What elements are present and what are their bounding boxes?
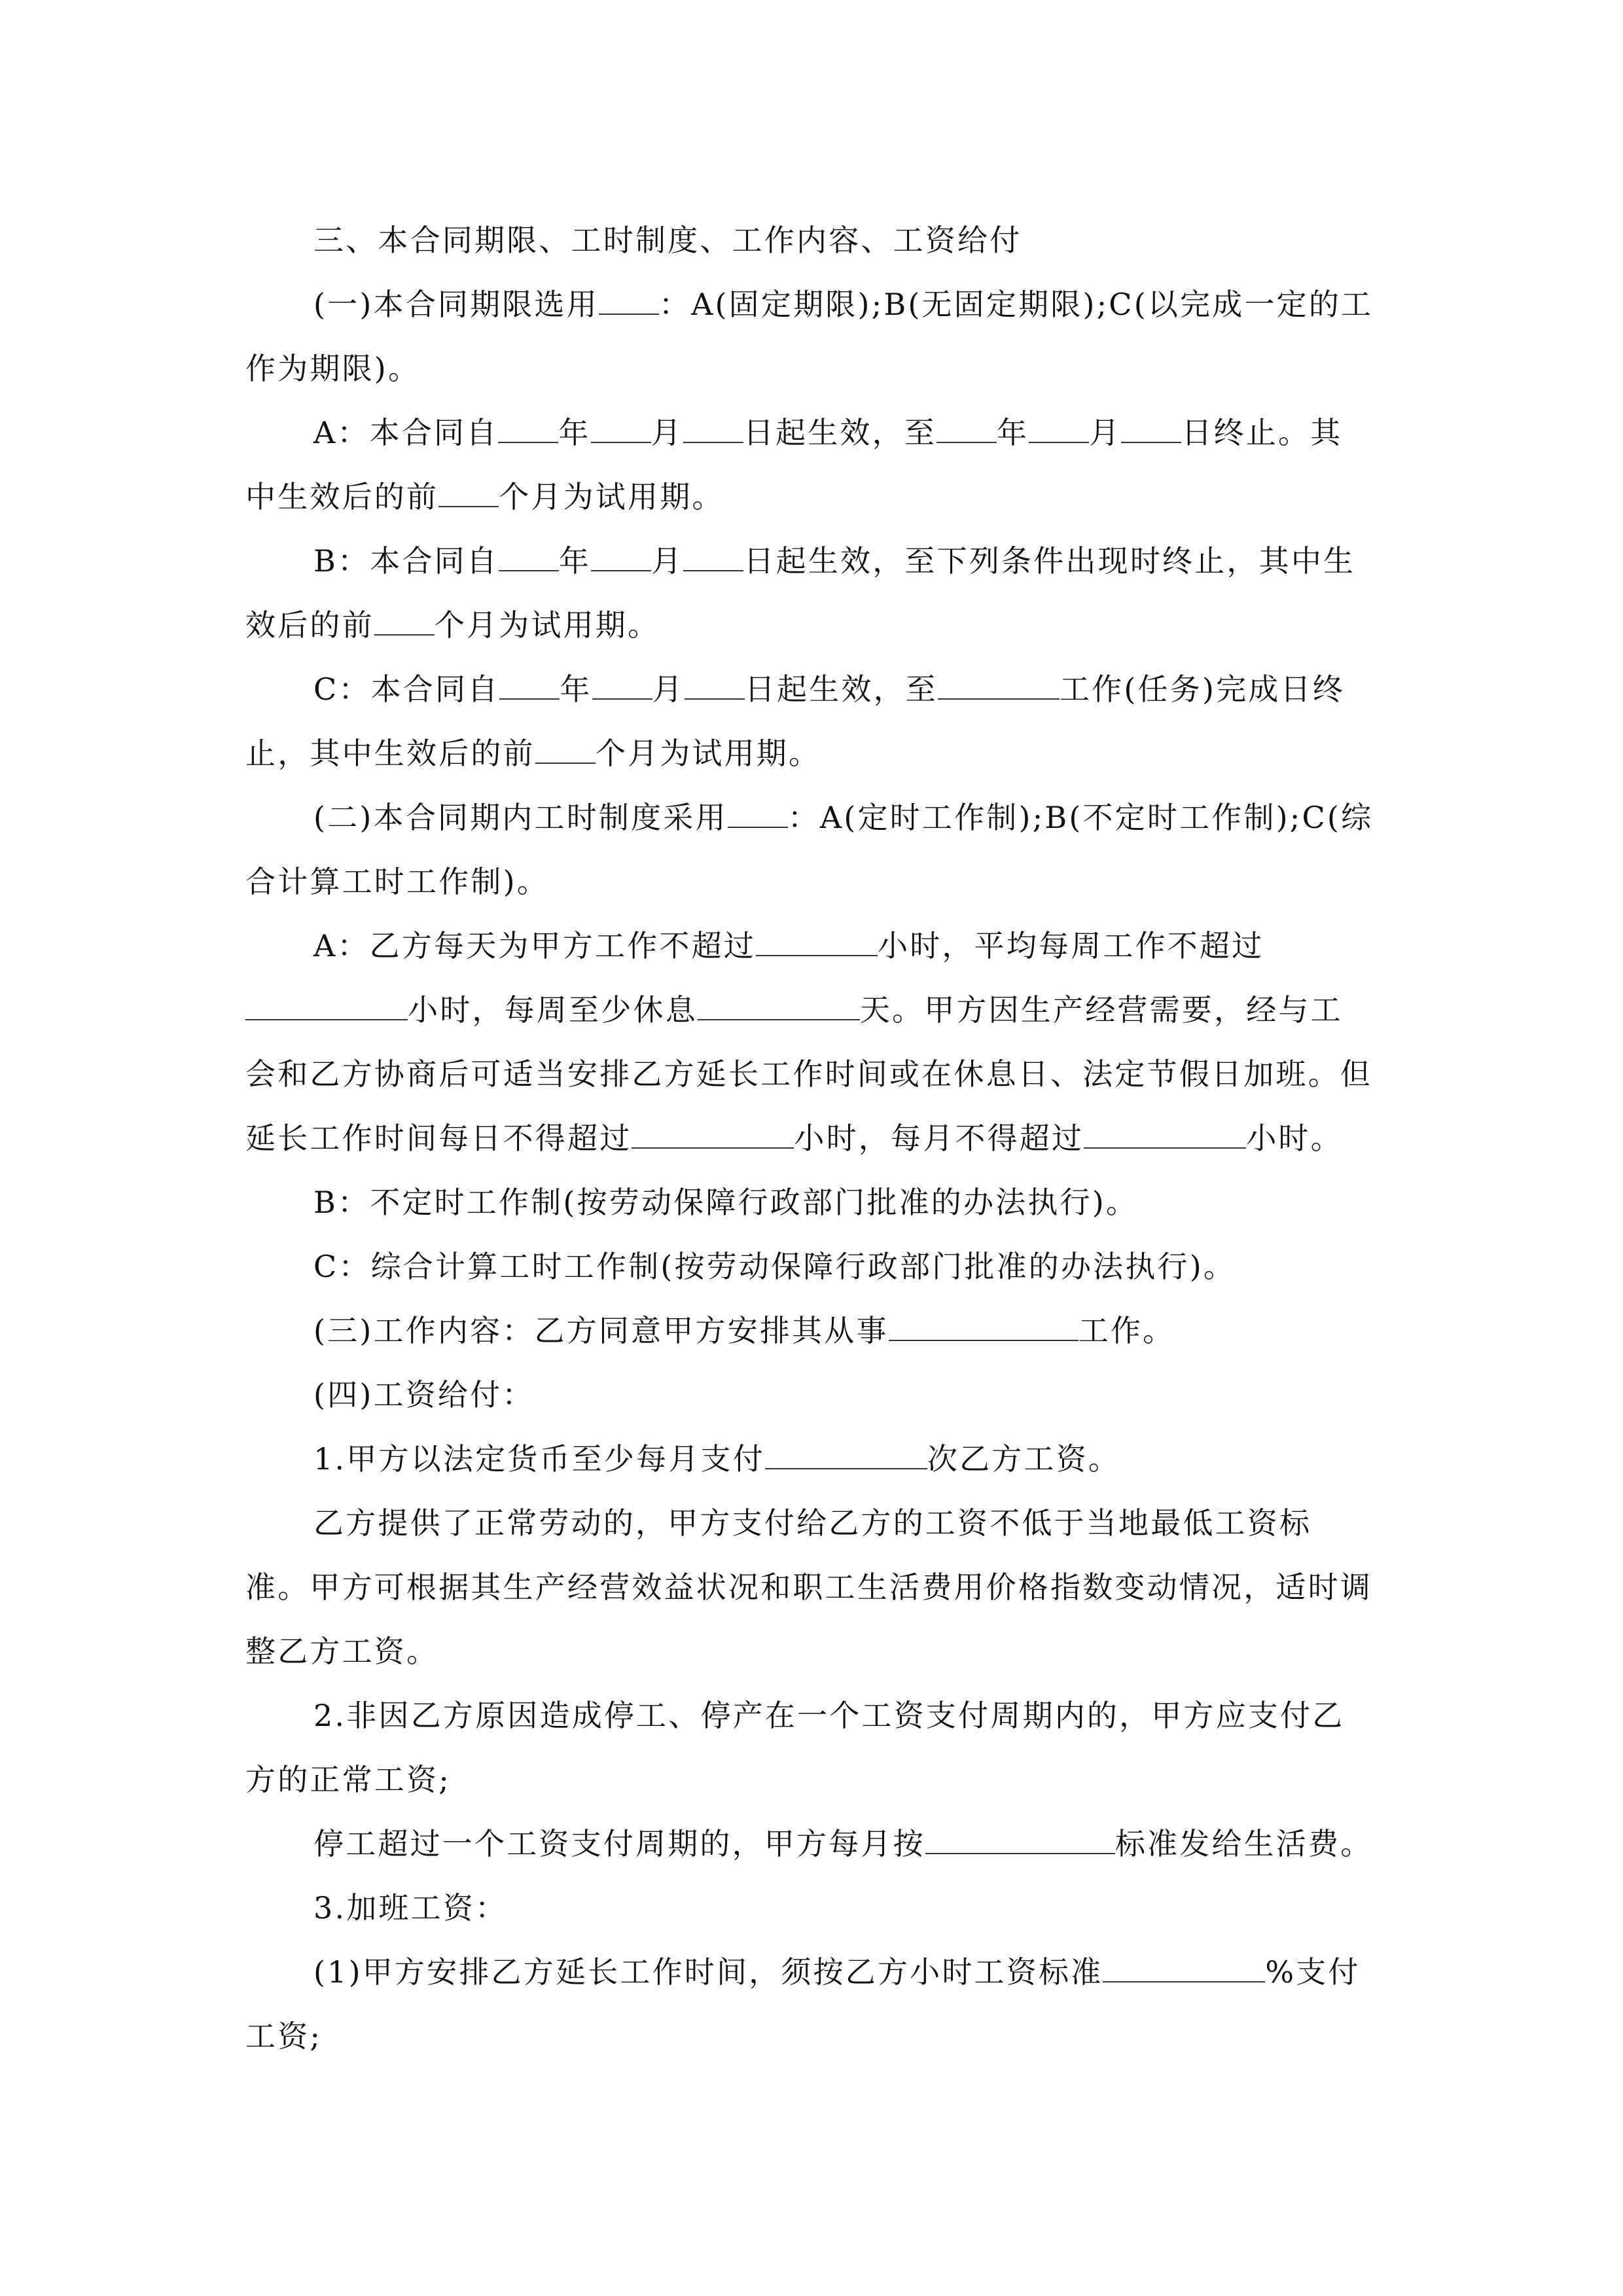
term-options-text: ：A(固定期限);B(无固定期限);C(以完成一定的工作为期限)。 — [245, 287, 1374, 386]
term-b-text: B：本合同自 — [313, 543, 499, 579]
living-allowance-blank — [925, 1827, 1115, 1854]
month-label: 月 — [652, 672, 685, 707]
term-a-end-text: 日终止。其中生效后的前 — [245, 415, 1343, 514]
start-year-blank — [498, 416, 558, 443]
start-year-blank — [499, 544, 559, 571]
start-day-blank — [683, 416, 743, 443]
start-month-blank — [591, 544, 651, 571]
term-c-text: C：本合同自 — [313, 672, 500, 707]
wages-title: (四)工资给付： — [313, 1377, 535, 1412]
wages-item2-p2 — [245, 1812, 1374, 1876]
hours-option-blank — [728, 800, 788, 828]
year-label: 年 — [559, 543, 592, 579]
wages-item2-paragraph — [245, 1683, 1374, 1812]
start-month-blank — [592, 672, 652, 700]
stoppage-text: 停工超过一个工资支付周期的，甲方每月按 — [313, 1826, 925, 1861]
weekly-hours-text: 小时，平均每周工作不超过 — [878, 928, 1264, 963]
year-label: 年 — [560, 672, 592, 707]
end-day-blank — [1121, 416, 1181, 443]
monthly-overtime-text: 小时，每月不得超过 — [794, 1121, 1084, 1156]
trial-months-blank — [374, 608, 435, 636]
term-c-end-text: 工作(任务)完成日终止，其中生效后的前 — [245, 672, 1345, 771]
wages-title-paragraph — [245, 1363, 1374, 1427]
hours-b-paragraph — [245, 1170, 1374, 1234]
term-b-condition-text: 日起生效，至下列条件出现时终止，其中生效后的前 — [245, 543, 1356, 643]
overtime-pay-title: 3.加班工资： — [313, 1890, 508, 1926]
trial-text: 个月为试用期。 — [434, 607, 660, 643]
section-heading-text: 三、本合同期限、工时制度、工作内容、工资给付 — [313, 223, 1022, 258]
month-label: 月 — [651, 543, 684, 579]
term-intro-text: (一)本合同期限选用 — [313, 287, 599, 322]
hours-intro-text: (二)本合同期内工时制度采用 — [313, 800, 728, 835]
hours-a-paragraph — [245, 914, 1374, 1170]
end-year-blank — [936, 416, 997, 443]
overtime-percent-blank — [1103, 1955, 1265, 1982]
daily-hours-blank — [756, 929, 878, 956]
term-b-paragraph — [245, 529, 1374, 657]
wages-item1-p2 — [245, 1491, 1374, 1683]
wages-item3-paragraph — [245, 1876, 1374, 1940]
work-content-paragraph — [245, 1299, 1374, 1363]
trial-text: 个月为试用期。 — [595, 736, 821, 771]
start-year-blank — [499, 672, 560, 700]
hours-c-paragraph — [245, 1234, 1374, 1299]
hours-c-text: C：综合计算工时工作制(按劳动保障行政部门批准的办法执行)。 — [313, 1249, 1236, 1284]
term-option-blank — [599, 287, 659, 315]
month-label: 月 — [651, 415, 683, 450]
document-body — [245, 208, 1374, 2068]
year-label: 年 — [997, 415, 1029, 450]
trial-months-blank — [535, 736, 596, 764]
term-a-paragraph — [245, 401, 1374, 529]
wages-item1-text: 1.甲方以法定货币至少每月支付 — [313, 1441, 765, 1477]
overtime-text: 天。甲方因生产经营需要，经与工会和乙方协商后可适当安排乙方延长工作时间或在休息日、法定节假日加班。但延长工作时间每日不得超过 — [245, 992, 1372, 1156]
wages-item1-paragraph — [245, 1427, 1374, 1491]
term-a-text: A：本合同自 — [313, 415, 499, 450]
job-blank — [889, 1314, 1079, 1341]
task-blank — [938, 672, 1060, 700]
term-intro-paragraph — [245, 272, 1374, 401]
stoppage-end-text: 标准发给生活费。 — [1115, 1826, 1373, 1861]
monthly-overtime-blank — [1084, 1121, 1246, 1149]
start-month-blank — [591, 416, 651, 443]
day-label: 日起生效，至 — [744, 672, 938, 707]
hours-options-text: ：A(定时工作制);B(不定时工作制);C(综合计算工时工作制)。 — [245, 800, 1374, 899]
work-content-text: (三)工作内容：乙方同意甲方安排其从事 — [313, 1313, 889, 1348]
end-month-blank — [1029, 416, 1089, 443]
work-content-end-text: 工作。 — [1078, 1313, 1175, 1348]
hours-b-text: B：不定时工作制(按劳动保障行政部门批准的办法执行)。 — [313, 1185, 1139, 1220]
hours-intro-paragraph — [245, 785, 1374, 914]
wages-item2-text: 2.非因乙方原因造成停工、停产在一个工资支付周期内的，甲方应支付乙方的正常工资; — [245, 1698, 1345, 1797]
month-label: 月 — [1089, 415, 1122, 450]
year-label: 年 — [558, 415, 591, 450]
rest-days-blank — [698, 993, 860, 1020]
day-label: 日起生效，至 — [743, 415, 937, 450]
wages-item3-1-paragraph — [245, 1940, 1374, 2068]
overtime-pay-text: (1)甲方安排乙方延长工作时间，须按乙方小时工资标准 — [313, 1954, 1103, 1990]
weekly-hours-blank — [245, 993, 408, 1020]
start-day-blank — [685, 672, 745, 700]
hours-a-text: A：乙方每天为甲方工作不超过 — [313, 928, 757, 963]
daily-overtime-blank — [632, 1121, 794, 1149]
rest-days-text: 小时，每周至少休息 — [408, 992, 698, 1028]
start-day-blank — [683, 544, 743, 571]
term-c-paragraph — [245, 657, 1374, 785]
trial-text: 个月为试用期。 — [499, 479, 724, 514]
trial-months-blank — [438, 480, 499, 507]
pay-frequency-blank — [765, 1442, 927, 1469]
hours-unit-text: 小时。 — [1246, 1121, 1343, 1156]
minimum-wage-text: 乙方提供了正常劳动的，甲方支付给乙方的工资不低于当地最低工资标准。甲方可根据其生产经营效益状况和职工生活费用价格指数变动情况，适时调整乙方工资。 — [245, 1505, 1372, 1669]
section-heading — [245, 208, 1374, 272]
overtime-pay-end-text: %支付工资; — [245, 1954, 1361, 2054]
wages-item1-end-text: 次乙方工资。 — [927, 1441, 1121, 1477]
